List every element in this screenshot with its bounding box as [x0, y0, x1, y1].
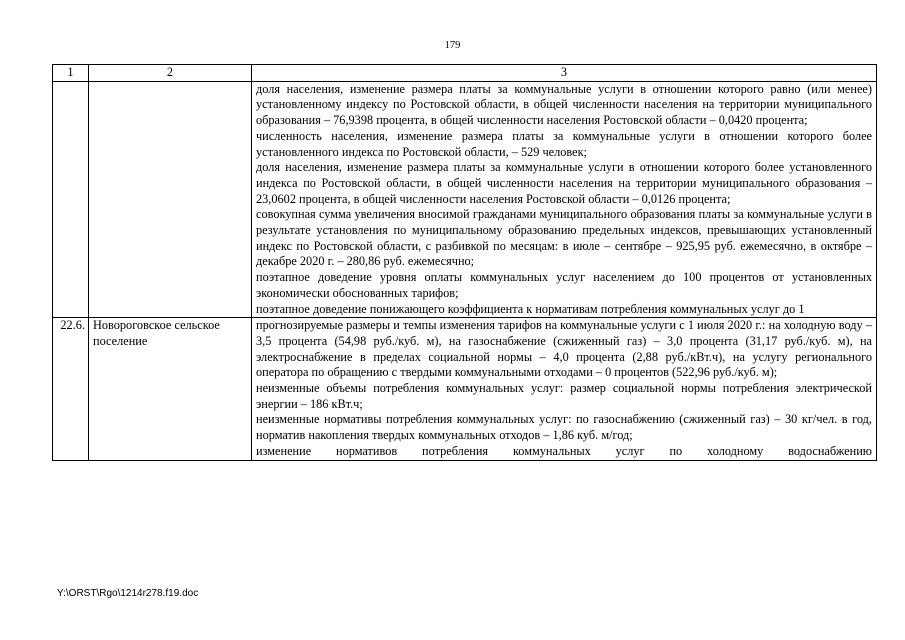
paragraph: неизменные объемы потребления коммунальных услуг: размер социальной нормы потребления электрической энергии – 186 кВт.ч;: [256, 381, 872, 411]
row-number-cell: 22.6.: [53, 318, 89, 460]
paragraph: совокупная сумма увеличения вносимой гражданами муниципального образования платы за коммунальные услуги в результате установления по муниципальному образованию предельных индексов, превышающих установленный индекс по Ростовской области, с разбивкой по месяцам: в июле – сентябре – 925,95 руб. ежемесячно, в октябре – декабре 2020 г. – 280,86 руб. ежемесячно;: [256, 207, 872, 269]
table-row-continuation: [53, 81, 877, 318]
column-header-3: 3: [252, 65, 877, 82]
row-content-cell: [252, 81, 877, 318]
row-number-cell: [53, 81, 89, 318]
column-header-2: 2: [89, 65, 252, 82]
row-name-cell: Новороговское сельское поселение: [89, 318, 252, 460]
paragraph: доля населения, изменение размера платы за коммунальные услуги в отношении которого равно (или менее) установленному индексу по Ростовской области, в общей численности населения на территории муниципального образования – 76,9398 процента, в общей численности населения Ростовской области – 0,0420 процента;: [256, 81, 872, 128]
paragraph: численность населения, изменение размера платы за коммунальные услуги в отношении которого более установленного индекса по Ростовской области, – 529 человек;: [256, 128, 872, 159]
column-header-1: 1: [53, 65, 89, 82]
paragraph: прогнозируемые размеры и темпы изменения тарифов на коммунальные услуги с 1 июля 2020 г.: на холодную воду – 3,5 процента (54,98 руб./куб. м), на газоснабжение (сжиженный газ) – 3,0 процента (31,17 руб./куб. м), на электроснабжение в пределах социальной нормы – 4,0 процента (2,88 руб./кВт.ч), на услугу регионального оператора по обращению с твердыми коммунальными отходами – 0 процентов (522,96 руб./куб. м);: [256, 318, 872, 380]
footer-file-path: Y:\ORST\Rgo\1214r278.f19.doc: [57, 588, 199, 599]
paragraph: доля населения, изменение размера платы за коммунальные услуги в отношении которого более установленного индекса по Ростовской области, в общей численности населения на территории муниципального образования – 23,0602 процента, в общей численности населения Ростовской области – 0,0126 процента;: [256, 160, 872, 206]
page-number: 179: [444, 40, 461, 51]
row-name-cell: [89, 81, 252, 318]
tariff-table: [52, 64, 877, 461]
table-header-row: [53, 65, 877, 82]
row-content-cell: [252, 318, 877, 460]
paragraph: поэтапное доведение уровня оплаты коммунальных услуг населением до 100 процентов от установленных экономически обоснованных тарифов;: [256, 270, 872, 300]
table-row-22-6: [53, 318, 877, 460]
paragraph: изменение нормативов потребления коммунальных услуг по холодному водоснабжению: [256, 443, 872, 458]
paragraph: поэтапное доведение понижающего коэффициента к нормативам потребления коммунальных услуг до 1: [256, 301, 805, 316]
paragraph: неизменные нормативы потребления коммунальных услуг: по газоснабжению (сжиженный газ) – 30 кг/чел. в год, норматив накопления твердых коммунальных отходов – 1,86 куб. м/год;: [256, 412, 872, 443]
